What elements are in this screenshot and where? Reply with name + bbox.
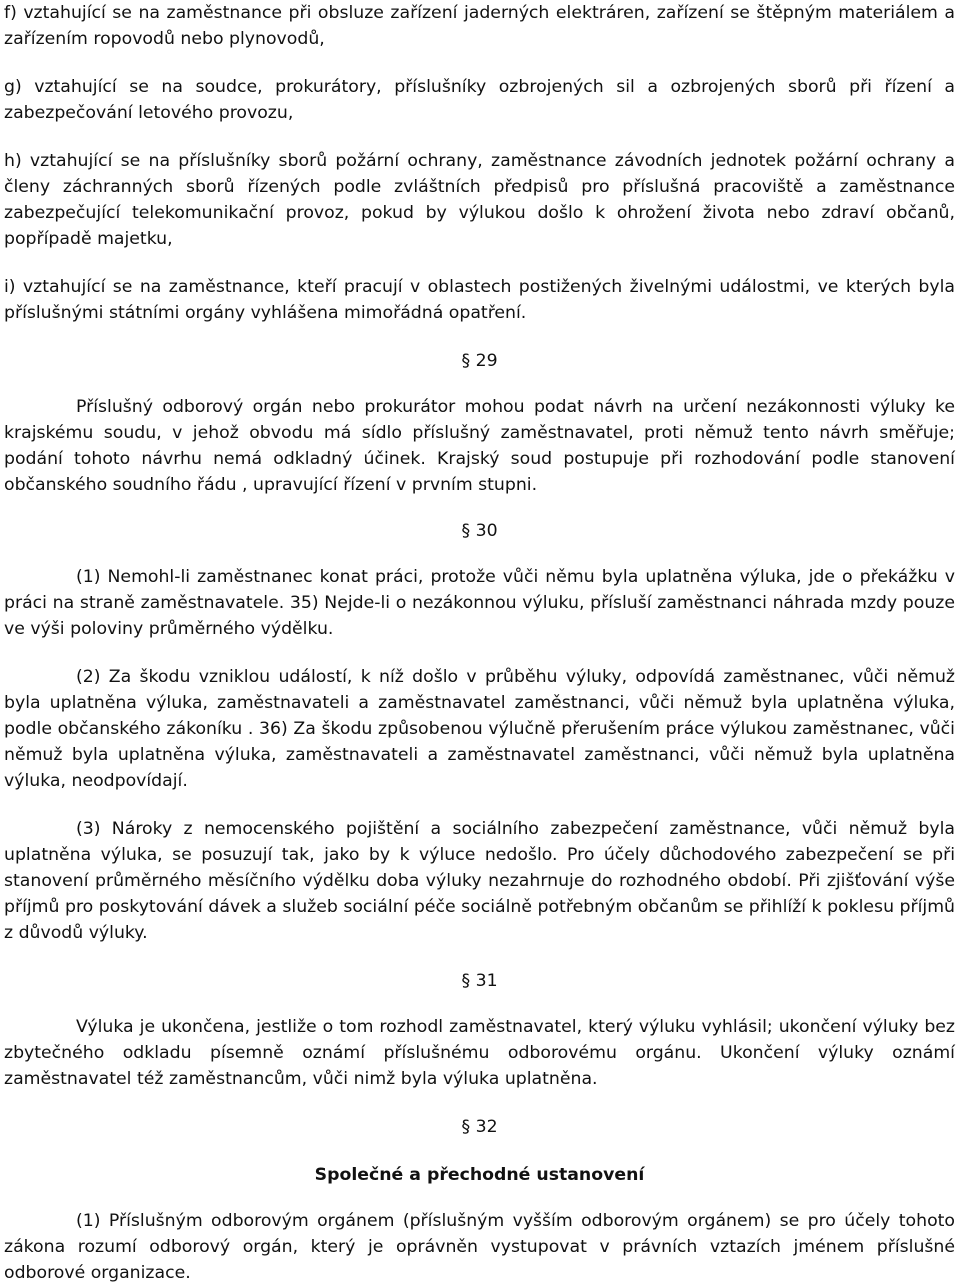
- section-29-heading: § 29: [461, 351, 498, 371]
- item-g: g) vztahující se na soudce, prokurátory, příslušníky ozbrojených sil a ozbrojených sborů při řízení a zabezpečování letového provozu,: [4, 77, 955, 123]
- section-30-paragraph-3: (3) Nároky z nemocenského pojištění a sociálního zabezpečení zaměstnance, vůči němuž byla uplatněna výluka, se posuzují tak, jako by k výluce nedošlo. Pro účely důchodového zabezpečení se při stanovení průměrného měsíčního výdělku doba výluky nezahrnuje do rozhodného období. Při zjišťování výše příjmů pro poskytování dávek a služeb sociální péče sociálně potřebným občanům se přihlíží k poklesu příjmů z důvodů výluky.: [4, 819, 955, 943]
- section-31-body: Výluka je ukončena, jestliže o tom rozhodl zaměstnavatel, který výluku vyhlásil; ukončení výluky bez zbytečného odkladu písemně oznámí příslušnému odborovému orgánu. Ukončení výluky oznámí zaměstnavatel též zaměstnancům, vůči nimž byla výluka uplatněna.: [4, 1017, 955, 1089]
- item-h: h) vztahující se na příslušníky sborů požární ochrany, zaměstnance závodních jednotek požární ochrany a členy záchranných sborů řízených podle zvláštních předpisů pro příslušná pracoviště a zaměstnance zabezpečující telekomunikační provoz, pokud by výlukou došlo k ohrožení života nebo zdraví občanů, popřípadě majetku,: [4, 151, 955, 249]
- section-32-heading: § 32: [461, 1117, 498, 1137]
- section-29-body: Příslušný odborový orgán nebo prokurátor mohou podat návrh na určení nezákonnosti výluky ke krajskému soudu, v jehož obvodu má sídlo příslušný zaměstnavatel, proti němuž tento návrh směřuje; podání tohoto návrhu nemá odkladný účinek. Krajský soud postupuje při rozhodování podle stanovení občanského soudního řádu , upravující řízení v prvním stupni.: [4, 397, 955, 495]
- section-32-paragraph-1: (1) Příslušným odborovým orgánem (příslušným vyšším odborovým orgánem) se pro účely tohoto zákona rozumí odborový orgán, který je oprávněn vystupovat v právních vztazích jménem příslušné odborové organizace.: [4, 1211, 955, 1283]
- item-f: f) vztahující se na zaměstnance při obsluze zařízení jaderných elektráren, zařízení se štěpným materiálem a zařízením ropovodů nebo plynovodů,: [4, 3, 955, 49]
- section-30-paragraph-2: (2) Za škodu vzniklou událostí, k níž došlo v průběhu výluky, odpovídá zaměstnanec, vůči němuž byla uplatněna výluka, zaměstnavateli a zaměstnavatel zaměstnanci, vůči němuž byla uplatněna výluka, podle občanského zákoníku . 36) Za škodu způsobenou výlučně přerušením práce výlukou zaměstnanec, vůči němuž byla uplatněna výluka, zaměstnavateli a zaměstnavatel zaměstnanci, vůči němuž byla uplatněna výluka, neodpovídají.: [4, 667, 955, 791]
- section-30-paragraph-1: (1) Nemohl-li zaměstnanec konat práci, protože vůči němu byla uplatněna výluka, jde o překážku v práci na straně zaměstnavatele. 35) Nejde-li o nezákonnou výluku, přísluší zaměstnanci náhrada mzdy pouze ve výši poloviny průměrného výdělku.: [4, 567, 955, 639]
- section-30-heading: § 30: [461, 521, 498, 541]
- section-32-title: Společné a přechodné ustanovení: [314, 1165, 645, 1185]
- item-i: i) vztahující se na zaměstnance, kteří pracují v oblastech postižených živelnými událostmi, ve kterých byla příslušnými státními orgány vyhlášena mimořádná opatření.: [4, 277, 955, 323]
- section-31-heading: § 31: [461, 971, 498, 991]
